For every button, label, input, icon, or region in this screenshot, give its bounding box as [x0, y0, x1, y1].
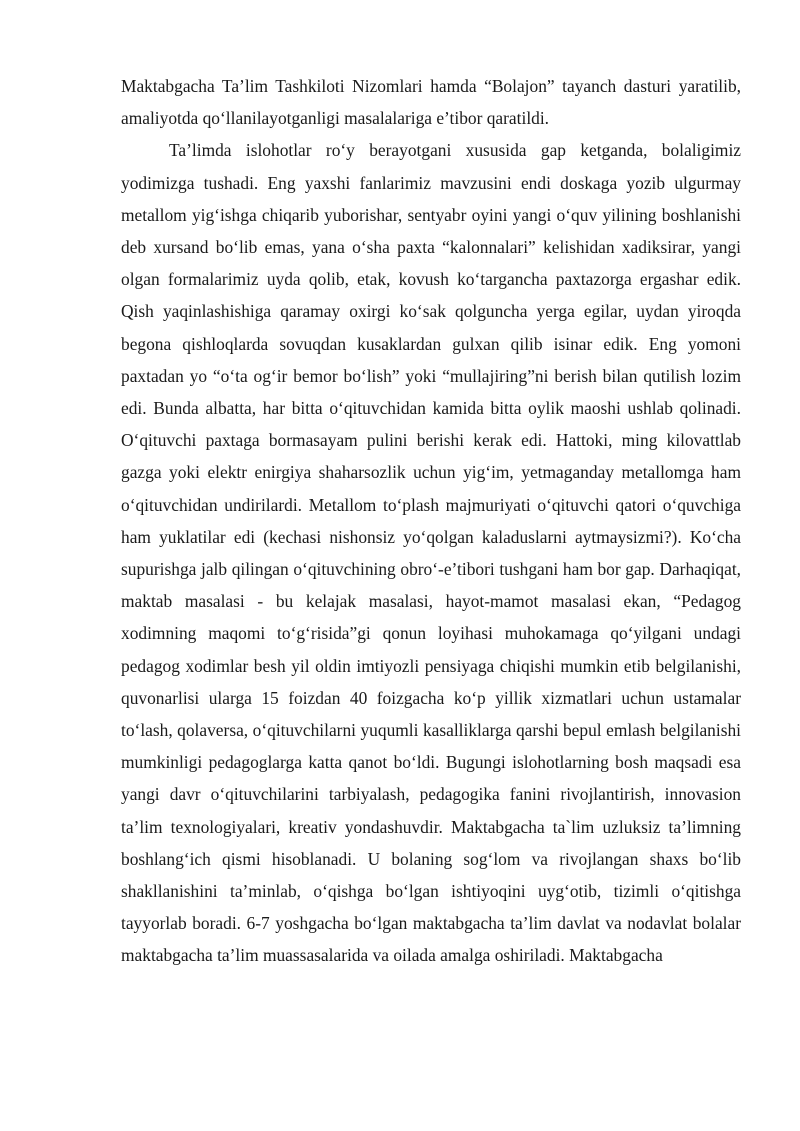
paragraph-body: Ta’limda islohotlar ro‘y berayotgani xususida gap ketganda, bolaligimiz yodimizga tushadi. Eng yaxshi fanlarimiz mavzusini endi doskaga yozib ulgurmay metallom yig‘ishga chiqarib yuborishar, sentyabr oyini yangi o‘quv yilining boshlanishi deb xursand bo‘lib emas, yana o‘sha paxta “kalonnalari” kelishidan xadiksirar, yangi olgan formalarimiz uyda qolib, etak, kovush ko‘targancha paxtazorga ergashar edik. Qish yaqinlashishiga qaramay oxirgi ko‘sak qolguncha yerga egilar, uydan yiroqda begona qishloqlarda sovuqdan kusaklardan gulxan qilib isinar edik. Eng yomoni paxtadan yo “o‘ta og‘ir bemor bo‘lish” yoki “mullajiring”ni berish bilan qutilish lozim edi. Bunda albatta, har bitta o‘qituvchidan kamida bitta oylik maoshi ushlab qolinadi. O‘qituvchi paxtaga bormasayam pulini berishi kerak edi. Hattoki, ming kilovattlab gazga yoki elektr enirgiya shaharsozlik uchun yig‘im, yetmaganday metallomga ham o‘qituvchidan undirilardi. Metallom to‘plash majmuriyati o‘qituvchi qatori o‘quvchiga ham yuklatilar edi (kechasi nishonsiz yo‘qolgan kaladuslarni aytmaysizmi?). Ko‘cha supurishga jalb qilingan o‘qituvchining obro‘-e’tibori tushgani ham bor gap. Darhaqiqat, maktab masalasi - bu kelajak masalasi, hayot-mamot masalasi ekan, “Pedagog xodimning maqomi to‘g‘risida”gi qonun loyihasi muhokamaga qo‘yilgani undagi pedagog xodimlar besh yil oldin imtiyozli pensiyaga chiqishi mumkin etib belgilanishi, quvonarlisi ularga 15 foizdan 40 foizgacha ko‘p yillik xizmatlari uchun ustamalar to‘lash, qolaversa, o‘qituvchilarni yuqumli kasalliklarga qarshi bepul emlash belgilanishi mumkinligi pedagoglarga katta qanot bo‘ldi. Bugungi islohotlarning bosh maqsadi esa yangi davr o‘qituvchilarini tarbiyalash, pedagogika fanini rivojlantirish, innovasion ta’lim texnologiyalari, kreativ yondashuvdir. Maktabgacha ta`lim uzluksiz ta’limning boshlang‘ich qismi hisoblanadi. U bolaning sog‘lom va rivojlangan shaxs bo‘lib shakllanishini ta’minlab, o‘qishga bo‘lgan ishtiyoqini uyg‘otib, tizimli o‘qitishga tayyorlab boradi. 6-7 yoshgacha bo‘lgan maktabgacha ta’lim davlat va nodavlat bolalar maktabgacha ta’lim muassasalarida va oilada amalga oshiriladi. Maktabgacha	[121, 140, 741, 966]
document-page	[121, 70, 741, 972]
paragraph-intro: Maktabgacha Ta’lim Tashkiloti Nizomlari hamda “Bolajon” tayanch dasturi yaratilib, amaliyotda qo‘llanilayotganligi masalalariga e’tibor qaratildi.	[121, 76, 741, 129]
